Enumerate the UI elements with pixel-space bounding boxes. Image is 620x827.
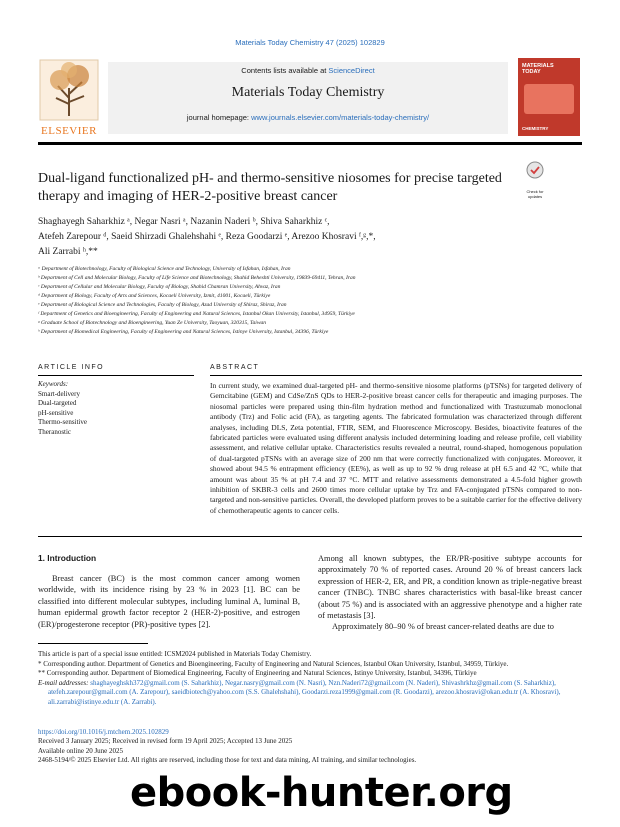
intro-paragraph-right-2: Approximately 80–90 % of breast cancer-related deaths are due to xyxy=(332,622,554,632)
abstract-rule xyxy=(210,375,582,376)
section-heading-introduction: 1. Introduction xyxy=(38,553,97,563)
doi-dates-block xyxy=(38,728,582,765)
publisher-name: ELSEVIER xyxy=(41,125,97,137)
corresponding-author-2: ** Corresponding author. Department of Biomedical Engineering, Faculty of Engineering and Natural Sciences, Istinye University, Istanbul, 34396, Türkiye xyxy=(38,669,477,677)
author-list xyxy=(38,215,558,260)
abstract-text: In current study, we examined dual-targeted pH- and thermo-sensitive niosome platforms (pTSNs) for targeted delivery of Gemcitabine (GEM) and CdSe/ZnS QDs to HER-2-positive breast cancer cells for therapeutic and imaging purposes. The niosomal particles were prepared using thin-film hydration method and functionalized with Trastuzumab monoclonal antibody (Trz) and Folic acid (FA), as targeting agents. The fabricated formulation was characterized through different analyses, including DLS, Zeta potential, FTIR, SEM, and Fluorescence Microscopy. Besides, bioactivite features of the fabricated particles were evaluated using different analysis included determining loading and release profile, cell viability assessment, and relative cellular uptake. Characteristics results revealed a neutral, round-shaped, homogenous population of dual-targeted pTSNs with an average size of 200 nm that were correctly functionalized with conjugates. Moreover, it showed about 94.5 % entrapment efficiency (EE%), as well as up to 92 % drug release at pH 6.5 and 42 °C, while that amount was about 35 % at pH 7.4 and 37 °C. MTT and relative assessments demonstrated a 4.5-fold higher growth inhibition of SKBR-3 cells and 2600 times more cellular uptake by Trz and FA-conjugated pTSNs compared to non-targeted and non-sensitive particles. Overall, the developed platform proves to be a suitable carrier for the effective delivery of chemotherapeutic agents to cancer cells. xyxy=(210,381,582,515)
keyword-item: Theranostic xyxy=(38,427,72,436)
intro-column-right xyxy=(318,553,582,633)
affiliation-b: ᵇ Department of Cell and Molecular Biology, Faculty of Life Science and Biotechnology, Shahid Beheshti University, 19839-69411, Tehran, Iran xyxy=(38,275,356,281)
article-info-rule xyxy=(38,375,194,376)
keyword-item: Dual-targeted xyxy=(38,399,77,407)
author-line-2[interactable]: Atefeh Zarepour ᵈ, Saeid Shirzadi Ghalehshahi ᵉ, Reza Goodarzi ᵉ, Arezoo Khosravi ᶠ,ᵍ,*, xyxy=(38,232,376,242)
copyright-line: 2468-5194/© 2025 Elsevier Ltd. All rights are reserved, including those for text and data mining, AI training, and similar technologies. xyxy=(38,755,417,764)
affiliations xyxy=(38,265,582,337)
cover-graphic xyxy=(524,84,574,114)
sciencedirect-link[interactable]: ScienceDirect xyxy=(328,66,375,75)
email-links[interactable]: shaghayeghskh372@gmail.com (S. Saharkhiz), Negar.nasry@gmail.com (N. Nasri), Nzn.Naderi72@gmail.com (N. Naderi), Shivashrkhz@gmail.com (S. Saharkhiz), atefeh.zarepour@gmail.com (A. Zarepour), saeidbiotech@yahoo.com (S.S. Ghalehshahi), Goodarzi.reza1999@gmail.com (R. Goodarzi), arezoo.khosravi@okan.edu.tr (A. Khosravi), ali.zarrabi@istinye.edu.tr (A. Zarrabi). xyxy=(48,678,561,706)
article-title: Dual-ligand functionalized pH- and thermo-sensitive niosomes for precise targeted therapy and imaging of HER-2-positive breast cancer xyxy=(38,171,502,204)
footnotes xyxy=(38,650,582,707)
check-for-updates-badge[interactable]: Check for updates xyxy=(520,158,550,188)
keyword-item: pH-sensitive xyxy=(38,408,74,417)
keywords-label: Keywords: xyxy=(38,380,69,388)
affiliation-c: ᶜ Department of Cellular and Molecular Biology, Faculty of Biology, Shahid Chamran University, Ahvaz, Iran xyxy=(38,284,281,290)
keyword-item: Thermo-sensitive xyxy=(38,418,87,426)
author-line-3[interactable]: Ali Zarrabi ʰ,** xyxy=(38,247,98,257)
affiliation-e: ᵉ Department of Biological Science and Technologies, Faculty of Biology, Azad University of Shiraz, Shiraz, Iran xyxy=(38,302,287,308)
abstract-bottom-rule xyxy=(38,536,582,537)
available-online: Available online 20 June 2025 xyxy=(38,746,124,755)
header-rule xyxy=(38,142,582,145)
special-issue-note: This article is part of a special issue entitled: ICSM2024 published in Materials Today Chemistry. xyxy=(38,650,312,658)
author-line-1[interactable]: Shaghayegh Saharkhiz ᵃ, Negar Nasri ᵃ, Nazanin Naderi ᵇ, Shiva Saharkhiz ᶜ, xyxy=(38,217,330,227)
received-dates: Received 3 January 2025; Received in revised form 19 April 2025; Accepted 13 June 2025 xyxy=(38,737,293,746)
affiliation-g: ᵍ Graduate School of Biotechnology and Bioengineering, Yuan Ze University, Taoyuan, 320315, Taiwan xyxy=(38,320,266,326)
article-info-label: ARTICLE INFO xyxy=(38,364,105,371)
email-addresses: E-mail addresses: shaghayeghskh372@gmail.com (S. Saharkhiz), Negar.nasry@gmail.com (N. Nasri), Nzn.Naderi72@gmail.com (N. Naderi), Shivashrkhz@gmail.com (S. Saharkhiz), atefeh.zarepour@gmail.com (A. Zarepour), saeidbiotech@yahoo.com (S.S. Ghalehshahi), Goodarzi.reza1999@gmail.com (R. Goodarzi), arezoo.khosravi@okan.edu.tr (A. Khosravi), ali.zarrabi@istinye.edu.tr (A. Zarrabi). xyxy=(38,678,561,706)
homepage-line: journal homepage: www.journals.elsevier.com/materials-today-chemistry/ xyxy=(186,113,430,122)
affiliation-f: ᶠ Department of Genetics and Bioengineering, Faculty of Engineering and Natural Sciences, Istanbul Okan University, Istanbul, 34959, Türkiye xyxy=(38,311,355,317)
homepage-link[interactable]: www.journals.elsevier.com/materials-today-chemistry/ xyxy=(251,113,430,122)
keywords-block xyxy=(38,380,188,437)
intro-paragraph-left: Breast cancer (BC) is the most common cancer among women worldwide, with its incidence rising by 23 % in 2023 [1]. BC can be classified into different molecular subtypes, including luminal A, luminal B, human epidermal growth factor receptor 2 (HER-2)-positive, and estrogen (ER)/progesterone receptor (PR)-positive types [2]. xyxy=(38,574,300,629)
journal-cover-thumbnail: MATERIALS TODAY CHEMISTRY xyxy=(518,58,580,136)
affiliation-h: ʰ Department of Biomedical Engineering, Faculty of Engineering and Natural Sciences, Istinye University, Istanbul, 34396, Türkiye xyxy=(38,329,329,335)
check-updates-icon xyxy=(520,158,550,188)
contents-line: Contents lists available at ScienceDirect xyxy=(241,66,375,75)
footnote-rule xyxy=(38,643,148,644)
journal-name: Materials Today Chemistry xyxy=(231,85,385,100)
doi-link[interactable]: https://doi.org/10.1016/j.mtchem.2025.102829 xyxy=(38,728,169,736)
elsevier-logo xyxy=(38,58,100,137)
keyword-item: Smart-delivery xyxy=(38,389,80,398)
corresponding-author-1: * Corresponding author. Department of Genetics and Bioengineering, Faculty of Engineering and Natural Sciences, Istanbul Okan University, Istanbul, 34959, Türkiye. xyxy=(38,659,509,668)
abstract-label: ABSTRACT xyxy=(210,364,260,371)
watermark-text: ebook-hunter.org xyxy=(130,770,513,816)
affiliation-a: ᵃ Department of Biotechnology, Faculty of Biological Science and Technology, University of Isfahan, Isfahan, Iran xyxy=(38,266,291,272)
intro-paragraph-right-1: Among all known subtypes, the ER/PR-positive subtype accounts for approximately 70 % of reported cases. Around 20 % of breast cancers lack expression of HER-2, ER, and PR, a condition known as triple-negative breast cancer (TNBC). TNBC shares characteristics with basal-like breast cancer (about 75 %) and is associated with an aggressive phenotype and a higher rate of metastasis [3]. xyxy=(318,554,582,621)
journal-citation[interactable]: Materials Today Chemistry 47 (2025) 102829 xyxy=(235,38,385,47)
affiliation-d: ᵈ Department of Biology, Faculty of Arts and Sciences, Kocaeli University, Izmit, 41001, Kocaeli, Türkiye xyxy=(38,293,271,299)
journal-header xyxy=(108,62,508,134)
elsevier-tree-icon xyxy=(38,58,100,122)
